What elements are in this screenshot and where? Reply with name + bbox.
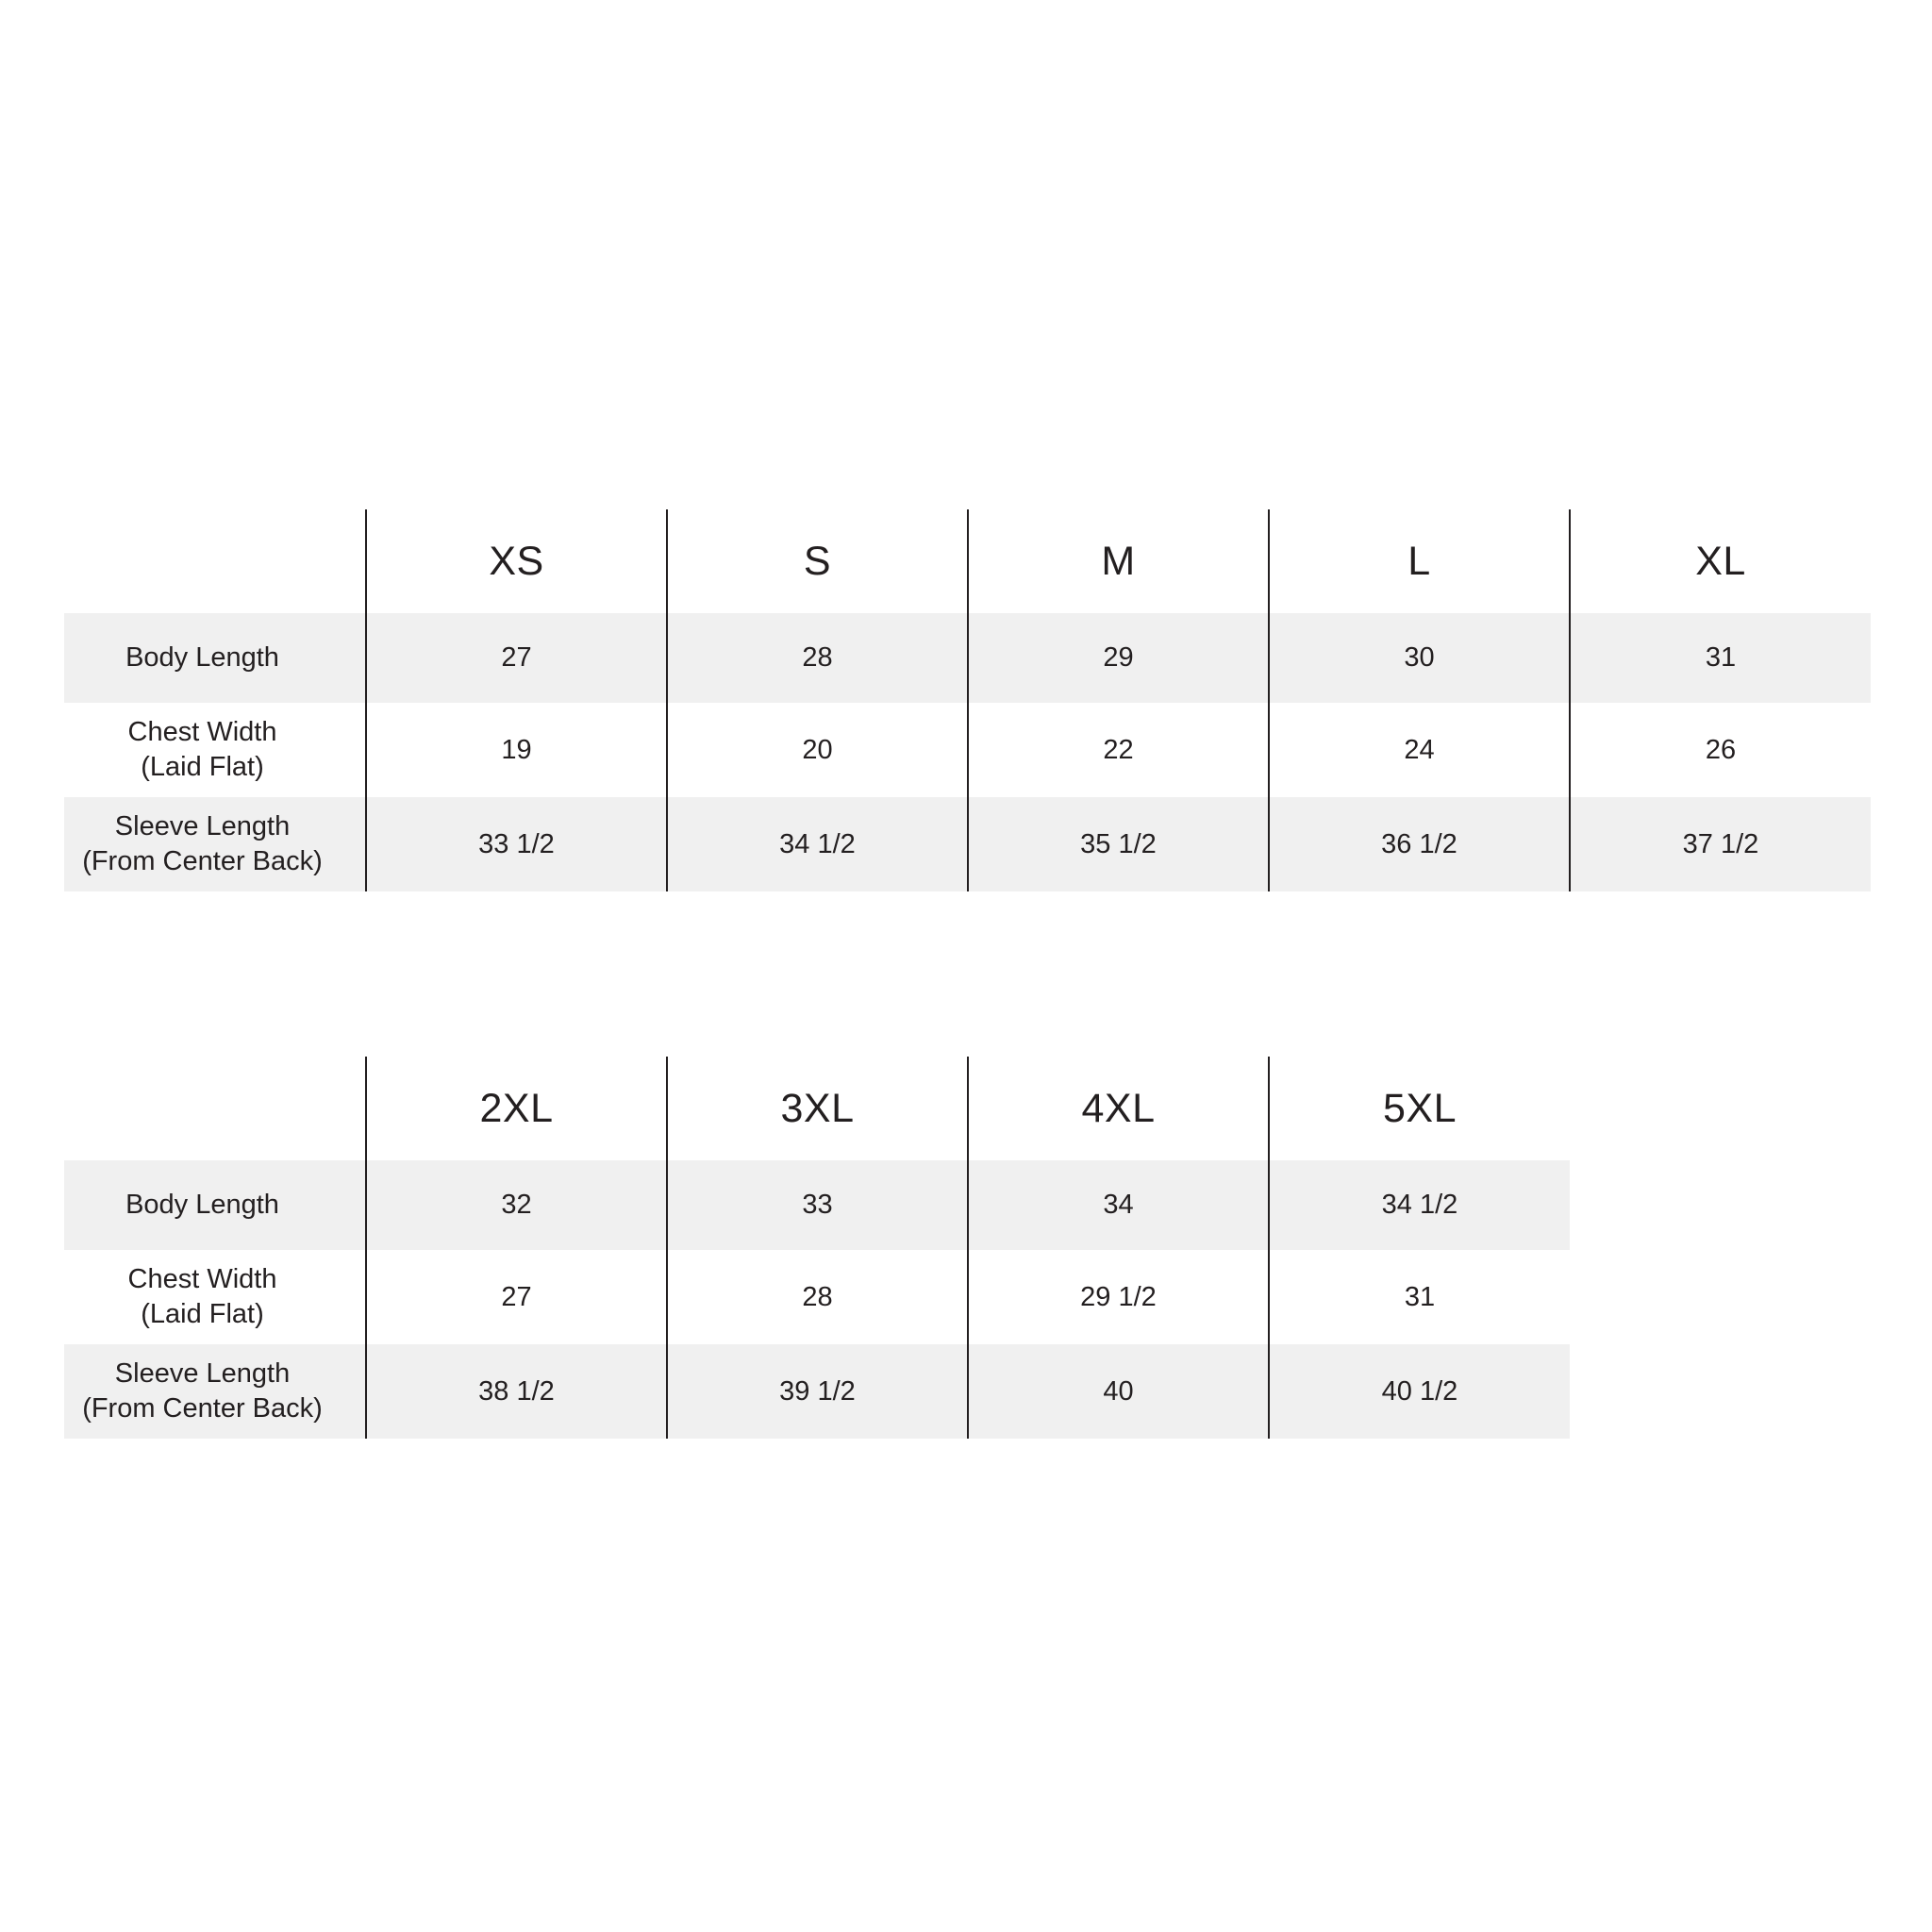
row-label-subtext: (From Center Back) <box>82 1393 323 1424</box>
row-label-body-length <box>64 613 366 703</box>
row-label-text: Body Length <box>125 641 279 673</box>
cell-sleeve-length-m: 35 1/2 <box>968 797 1269 891</box>
cell-sleeve-length-s: 34 1/2 <box>667 797 968 891</box>
row-label-text: Chest Width <box>127 716 277 747</box>
cell-sleeve-length-2xl: 38 1/2 <box>366 1344 667 1439</box>
cell-chest-width-xl: 26 <box>1570 703 1871 797</box>
row-label-sleeve-length <box>64 797 366 891</box>
cell-chest-width-s: 20 <box>667 703 968 797</box>
cell-chest-width-2xl: 27 <box>366 1250 667 1344</box>
table-row <box>64 797 1871 891</box>
row-label-subtext: (From Center Back) <box>82 846 323 876</box>
size-header-m: M <box>968 509 1269 613</box>
cell-body-length-2xl: 32 <box>366 1160 667 1250</box>
table-row <box>64 1344 1570 1439</box>
label-column-header <box>64 1057 366 1160</box>
table-row <box>64 703 1871 797</box>
size-header-xs: XS <box>366 509 667 613</box>
row-label-chest-width <box>64 703 366 797</box>
cell-chest-width-5xl: 31 <box>1269 1250 1570 1344</box>
cell-chest-width-4xl: 29 1/2 <box>968 1250 1269 1344</box>
cell-sleeve-length-3xl: 39 1/2 <box>667 1344 968 1439</box>
cell-body-length-5xl: 34 1/2 <box>1269 1160 1570 1250</box>
cell-body-length-s: 28 <box>667 613 968 703</box>
cell-chest-width-xs: 19 <box>366 703 667 797</box>
size-header-xl: XL <box>1570 509 1871 613</box>
row-label-chest-width <box>64 1250 366 1344</box>
size-header-3xl: 3XL <box>667 1057 968 1160</box>
row-label-text: Chest Width <box>127 1263 277 1294</box>
size-header-5xl: 5XL <box>1269 1057 1570 1160</box>
cell-body-length-xl: 31 <box>1570 613 1871 703</box>
cell-body-length-l: 30 <box>1269 613 1570 703</box>
cell-body-length-xs: 27 <box>366 613 667 703</box>
size-header-2xl: 2XL <box>366 1057 667 1160</box>
row-label-text: Body Length <box>125 1189 279 1220</box>
cell-sleeve-length-l: 36 1/2 <box>1269 797 1570 891</box>
cell-chest-width-3xl: 28 <box>667 1250 968 1344</box>
cell-body-length-m: 29 <box>968 613 1269 703</box>
row-label-sleeve-length <box>64 1344 366 1439</box>
size-table-xs-xl <box>64 509 1871 891</box>
cell-sleeve-length-xs: 33 1/2 <box>366 797 667 891</box>
cell-sleeve-length-4xl: 40 <box>968 1344 1269 1439</box>
table-header-row <box>64 509 1871 613</box>
row-label-body-length <box>64 1160 366 1250</box>
size-table-2xl-5xl <box>64 1057 1570 1439</box>
cell-body-length-4xl: 34 <box>968 1160 1269 1250</box>
row-label-text: Sleeve Length <box>114 810 291 841</box>
table-row <box>64 613 1871 703</box>
row-label-subtext: (Laid Flat) <box>141 752 264 782</box>
cell-sleeve-length-5xl: 40 1/2 <box>1269 1344 1570 1439</box>
size-header-4xl: 4XL <box>968 1057 1269 1160</box>
cell-sleeve-length-xl: 37 1/2 <box>1570 797 1871 891</box>
row-label-text: Sleeve Length <box>114 1357 291 1389</box>
cell-chest-width-l: 24 <box>1269 703 1570 797</box>
row-label-subtext: (Laid Flat) <box>141 1299 264 1329</box>
table-row <box>64 1250 1570 1344</box>
size-header-s: S <box>667 509 968 613</box>
cell-body-length-3xl: 33 <box>667 1160 968 1250</box>
size-header-l: L <box>1269 509 1570 613</box>
label-column-header <box>64 509 366 613</box>
table-row <box>64 1160 1570 1250</box>
cell-chest-width-m: 22 <box>968 703 1269 797</box>
table-header-row <box>64 1057 1570 1160</box>
